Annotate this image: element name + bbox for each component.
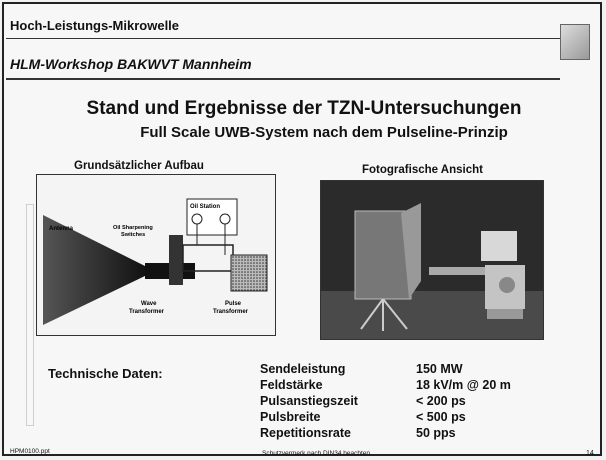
oil-sharpening-label-line1: Oil Sharpening bbox=[113, 225, 153, 231]
diagram-caption: Grundsätzlicher Aufbau bbox=[74, 160, 204, 172]
wave-transformer-label bbox=[129, 301, 165, 315]
schematic-diagram bbox=[36, 174, 276, 336]
equipment-photo bbox=[320, 180, 544, 340]
tech-label: Repetitionsrate bbox=[260, 426, 351, 440]
course-title: Hoch-Leistungs-Mikrowelle bbox=[10, 18, 180, 33]
tech-label: Sendeleistung bbox=[260, 362, 346, 376]
wave-transformer-label-line1: Wave bbox=[141, 301, 157, 307]
antenna-label: Antenna bbox=[49, 226, 73, 232]
header-divider bbox=[6, 38, 560, 39]
coil bbox=[499, 277, 515, 293]
feed-line bbox=[429, 267, 489, 275]
cart bbox=[487, 309, 523, 319]
wave-transformer-label-line2: Transformer bbox=[129, 309, 165, 315]
tech-value: 150 MW bbox=[416, 362, 463, 376]
tech-value: 18 kV/m @ 20 m bbox=[416, 378, 511, 392]
oil-sharpening-label-line2: Switches bbox=[121, 232, 146, 238]
page-number: 14 bbox=[586, 450, 594, 457]
tech-label: Feldstärke bbox=[260, 378, 323, 392]
slide-title: Stand und Ergebnisse der TZN-Untersuchungen bbox=[86, 98, 522, 119]
footer-notice: Schutzvermerk nach DIN34 beachten bbox=[262, 450, 371, 457]
tech-data-title: Technische Daten: bbox=[48, 366, 163, 381]
header-divider-bold bbox=[6, 78, 560, 80]
tech-value: < 500 ps bbox=[416, 410, 466, 424]
pulse-transformer-label-line2: Transformer bbox=[213, 309, 249, 315]
switch-housing bbox=[169, 235, 183, 285]
footer-filename: HPM0100.ppt bbox=[10, 448, 50, 455]
pulse-transformer-label-line1: Pulse bbox=[225, 301, 242, 307]
oil-sharpening-label bbox=[113, 225, 154, 238]
pulse-transformer-label bbox=[213, 301, 249, 315]
logo-icon bbox=[560, 24, 590, 60]
tech-value: < 200 ps bbox=[416, 394, 466, 408]
tech-label: Pulsbreite bbox=[260, 410, 321, 424]
bleed-through-margin bbox=[26, 204, 34, 426]
workshop-title: HLM-Workshop BAKWVT Mannheim bbox=[10, 56, 252, 72]
oil-station-label: Oil Station bbox=[190, 204, 220, 210]
slide bbox=[2, 2, 602, 456]
tech-value: 50 pps bbox=[416, 426, 456, 440]
photo-image bbox=[321, 181, 543, 339]
photo-caption: Fotografische Ansicht bbox=[362, 164, 483, 176]
slide-subtitle: Full Scale UWB-System nach dem Pulseline-Prinzip bbox=[140, 124, 508, 141]
tech-label: Pulsanstiegszeit bbox=[260, 394, 358, 408]
pulse-transformer-box bbox=[231, 255, 267, 291]
schematic-drawing bbox=[37, 175, 275, 335]
oil-station bbox=[481, 231, 517, 261]
